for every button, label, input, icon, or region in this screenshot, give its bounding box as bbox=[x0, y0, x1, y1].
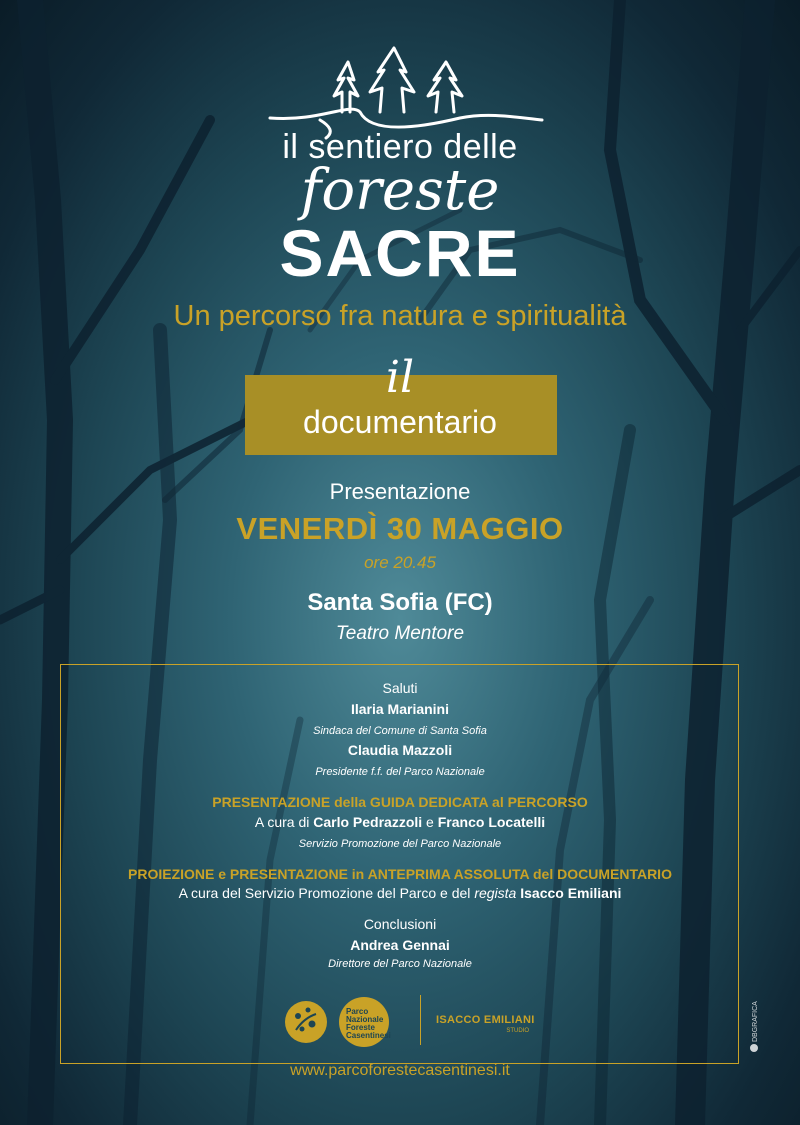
speaker1-role: Sindaca del Comune di Santa Sofia bbox=[313, 725, 487, 737]
event-date: VENERDÌ 30 MAGGIO bbox=[236, 511, 564, 546]
park-logo bbox=[284, 996, 404, 1048]
conclusions-label: Conclusioni bbox=[363, 916, 437, 932]
logo-divider bbox=[420, 995, 421, 1045]
greetings-label: Saluti bbox=[382, 680, 418, 696]
studio-label: STUDIO bbox=[506, 1028, 529, 1034]
section1-name2: Franco Locatelli bbox=[437, 814, 546, 830]
section2-credits bbox=[0, 885, 800, 901]
section2-title: PROIEZIONE e PRESENTAZIONE in ANTEPRIMA ASSOLUTA del DOCUMENTARIO bbox=[128, 866, 672, 882]
speaker1-name: Ilaria Marianini bbox=[350, 701, 450, 717]
studio-name: ISACCO EMILIANI bbox=[436, 1014, 535, 1026]
section1-name1: Carlo Pedrazzoli bbox=[313, 814, 423, 830]
website-url[interactable]: www.parcoforestecasentinesi.it bbox=[290, 1062, 510, 1079]
speaker3-role: Direttore del Parco Nazionale bbox=[328, 958, 472, 970]
section2-name: Isacco Emiliani bbox=[516, 885, 622, 901]
speaker2-role: Presidente f.f. del Parco Nazionale bbox=[315, 766, 485, 778]
doc-box-line-1: il bbox=[385, 352, 415, 403]
section1-prefix: A cura di bbox=[254, 814, 314, 830]
forest-logo bbox=[260, 40, 550, 140]
title-line-1: il sentiero delle bbox=[282, 128, 518, 166]
design-credit-text: DBGRAFICA bbox=[752, 1001, 759, 1042]
design-credit bbox=[734, 996, 774, 1056]
section2-prefix: A cura del Servizio Promozione del Parco e del bbox=[178, 885, 475, 901]
title-line-3: SACRE bbox=[279, 216, 521, 290]
title-line-2: foreste bbox=[300, 158, 500, 223]
section1-note: Servizio Promozione del Parco Nazionale bbox=[298, 838, 502, 850]
event-label: Presentazione bbox=[329, 479, 471, 504]
speaker3-name: Andrea Gennai bbox=[350, 937, 450, 953]
park-logo-text-3: Foreste bbox=[346, 1023, 375, 1032]
section1-title: PRESENTAZIONE della GUIDA DEDICATA al PERCORSO bbox=[212, 794, 588, 810]
event-time: ore 20.45 bbox=[364, 553, 436, 572]
subtitle: Un percorso fra natura e spiritualità bbox=[173, 300, 627, 332]
event-venue: Teatro Mentore bbox=[335, 623, 465, 644]
park-logo-text-2: Nazionale bbox=[346, 1015, 384, 1024]
park-logo-text-1: Parco bbox=[346, 1007, 369, 1016]
section1-conj: e bbox=[422, 814, 438, 830]
speaker2-name: Claudia Mazzoli bbox=[347, 742, 453, 758]
section1-credits bbox=[0, 814, 800, 830]
event-town: Santa Sofia (FC) bbox=[307, 589, 493, 616]
section2-role: regista bbox=[474, 885, 517, 901]
park-logo-text-4: Casentinesi bbox=[346, 1031, 391, 1040]
doc-box-line-2: documentario bbox=[303, 404, 497, 440]
